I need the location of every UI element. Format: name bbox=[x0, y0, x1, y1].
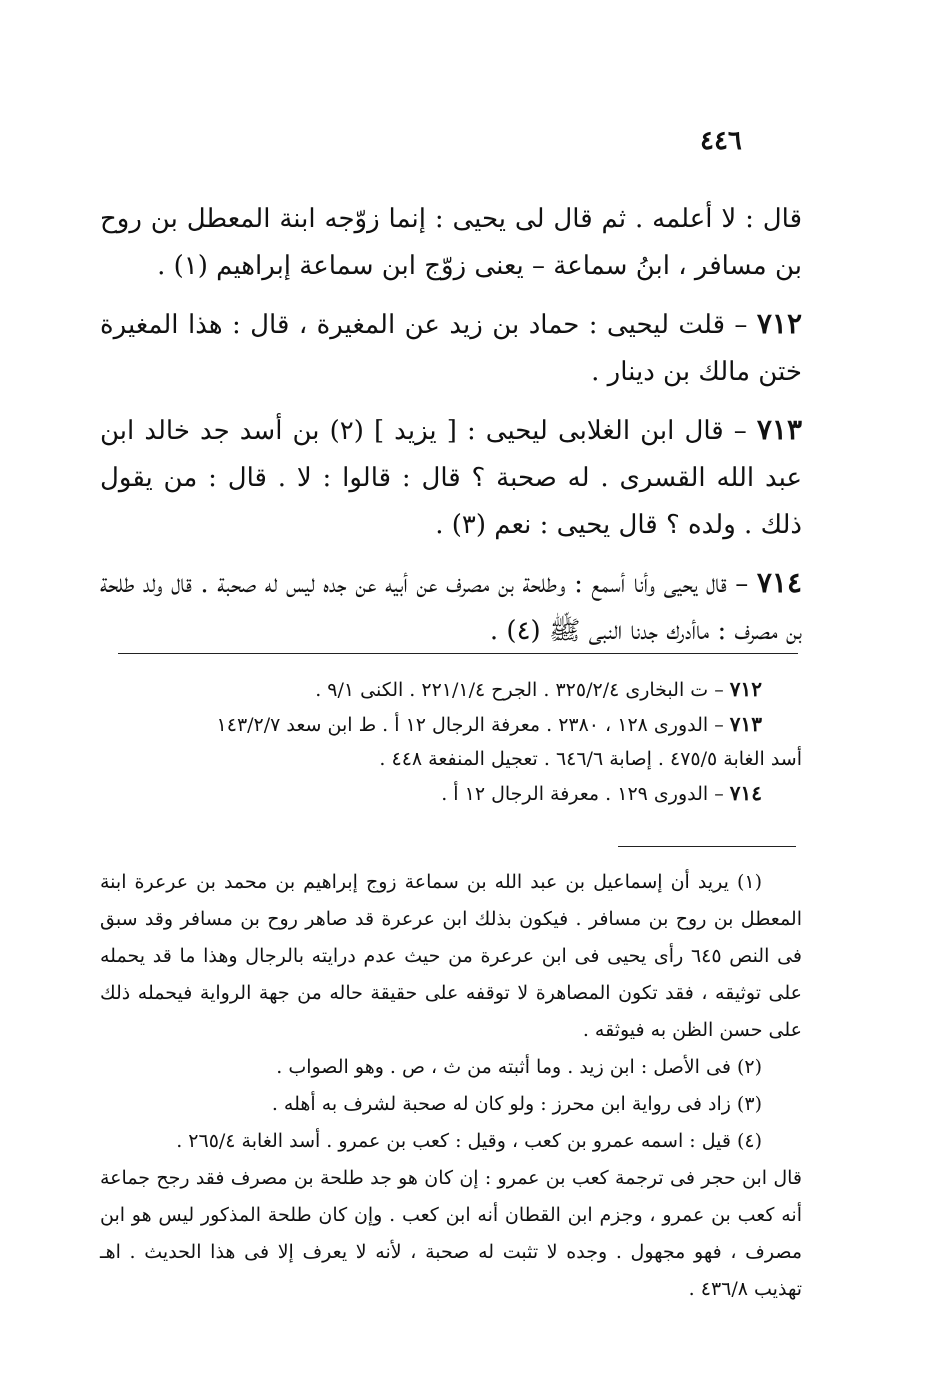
reference-number: ٧١٣ bbox=[729, 712, 762, 736]
entry-number: ٧١٣ bbox=[756, 413, 802, 446]
footnote-3: (٣) زاد فى رواية ابن محرز : ولو كان له صحبة لشرف به أهله . bbox=[271, 1093, 762, 1115]
reference-text: الدورى ١٢٨ ، ٢٣٨٠ . معرفة الرجال ١٢ أ . ط ابن سعد ١٤٣/٢/٧ bbox=[216, 714, 709, 736]
entry-text: قال ابن الغلابى ليحيى : [ يزيد ] (٢) بن أسد جد خالد ابن عبد الله القسرى . له صحبة ؟ قال : قالوا : لا . قال : من يقول ذلك . ولده ؟ قال يحيى : نعم (٣) . bbox=[100, 416, 802, 540]
entry-713: ٧١٣ – قال ابن الغلابى ليحيى : [ يزيد ] (٢) بن أسد جد خالد ابن عبد الله القسرى . له صحبة ؟ قال : قالوا : لا . قال : من يقول ذلك . ولده ؟ قال يحيى : نعم (٣) . bbox=[100, 413, 802, 540]
entry-text: قلت ليحيى : حماد بن زيد عن المغيرة ، قال : هذا المغيرة ختن مالك بن دينار . bbox=[100, 310, 802, 387]
main-text bbox=[100, 196, 802, 665]
reference-number: ٧١٤ bbox=[729, 781, 762, 805]
entry-text: قال يحيى وأنا أسمع : وطلحة بن مصرف عن أبيه عن جده ليس له صحبة . قال ولد طلحة بن مصرف : ماأدرك جدنا النبى ﷺ (٤) . bbox=[100, 569, 802, 646]
footnotes bbox=[100, 864, 802, 1308]
reference-713: ٧١٣ – الدورى ١٢٨ ، ٢٣٨٠ . معرفة الرجال ١٢ أ . ط ابن سعد ١٤٣/٢/٧ bbox=[216, 712, 762, 736]
divider-rule bbox=[118, 653, 798, 654]
footnote-4-continued: قال ابن حجر فى ترجمة كعب بن عمرو : إن كان هو جد طلحة بن مصرف فقد رجح جماعة أنه كعب بن عمرو ، وجزم ابن القطان أنه ابن كعب . وإن كان طلحة المذكور ليس هو ابن مصرف ، فهو مجهول . وجده لا تثبت له صحبة ، لأنه لا يعرف إلا فى هذا الحديث . اهـ تهذيب ٤٣٦/٨ . bbox=[100, 1167, 802, 1300]
footnote-divider bbox=[618, 846, 796, 847]
reference-713-continued: أسد الغابة ٤٧٥/٥ . إصابة ٦٤٦/٦ . تعجيل المنفعة ٤٤٨ . bbox=[379, 748, 802, 770]
footnote-4: (٤) قيل : اسمه عمرو بن كعب ، وقيل : كعب بن عمرو . أسد الغابة ٢٦٥/٤ . bbox=[176, 1130, 762, 1152]
entry-712: ٧١٢ – قلت ليحيى : حماد بن زيد عن المغيرة ، قال : هذا المغيرة ختن مالك بن دينار . bbox=[100, 307, 802, 387]
reference-number: ٧١٢ bbox=[729, 677, 762, 701]
entry-number: ٧١٢ bbox=[756, 307, 802, 340]
entry-714: ٧١٤ – قال يحيى وأنا أسمع : وطلحة بن مصرف عن أبيه عن جده ليس له صحبة . قال ولد طلحة بن مصرف : ماأدرك جدنا النبى ﷺ (٤) . bbox=[100, 566, 802, 646]
reference-712: ٧١٢ – ت البخارى ٣٢٥/٢/٤ . الجرح ٢٢١/١/٤ . الكنى ٩/١ . bbox=[315, 677, 762, 701]
reference-list bbox=[100, 672, 802, 811]
reference-text: ت البخارى ٣٢٥/٢/٤ . الجرح ٢٢١/١/٤ . الكنى ٩/١ . bbox=[315, 679, 709, 701]
reference-text: الدورى ١٢٩ . معرفة الرجال ١٢ أ . bbox=[441, 783, 709, 805]
footnote-1: (١) يريد أن إسماعيل بن عبد الله بن سماعة زوج إبراهيم بن محمد بن عرعرة ابنة المعطل بن روح بن مسافر . فيكون بذلك ابن عرعرة قد صاهر روح بن مسافر وقد سبق فى النص ٦٤٥ رأى يحيى فى ابن عرعرة من حيث عدم درايته بالرجال وهذا ما قد يحمله على توثيقه ، فقد تكون المصاهرة لا توقفه على حقيقة حاله من جهة الرواية فيحمله ذلك على حسن الظن به فيوثقه . bbox=[100, 871, 802, 1041]
footnote-2: (٢) فى الأصل : ابن زيد . وما أثبته من ث ، ص . وهو الصواب . bbox=[276, 1056, 762, 1078]
page-number: ٤٤٦ bbox=[700, 126, 742, 156]
entry-number: ٧١٤ bbox=[756, 566, 802, 599]
paragraph-continuation: قال : لا أعلمه . ثم قال لى يحيى : إنما زوّجه ابنة المعطل بن روح بن مسافر ، ابنُ سماعة – يعنى زوّج ابن سماعة إبراهيم (١) . bbox=[100, 204, 802, 281]
reference-714: ٧١٤ – الدورى ١٢٩ . معرفة الرجال ١٢ أ . bbox=[441, 781, 762, 805]
